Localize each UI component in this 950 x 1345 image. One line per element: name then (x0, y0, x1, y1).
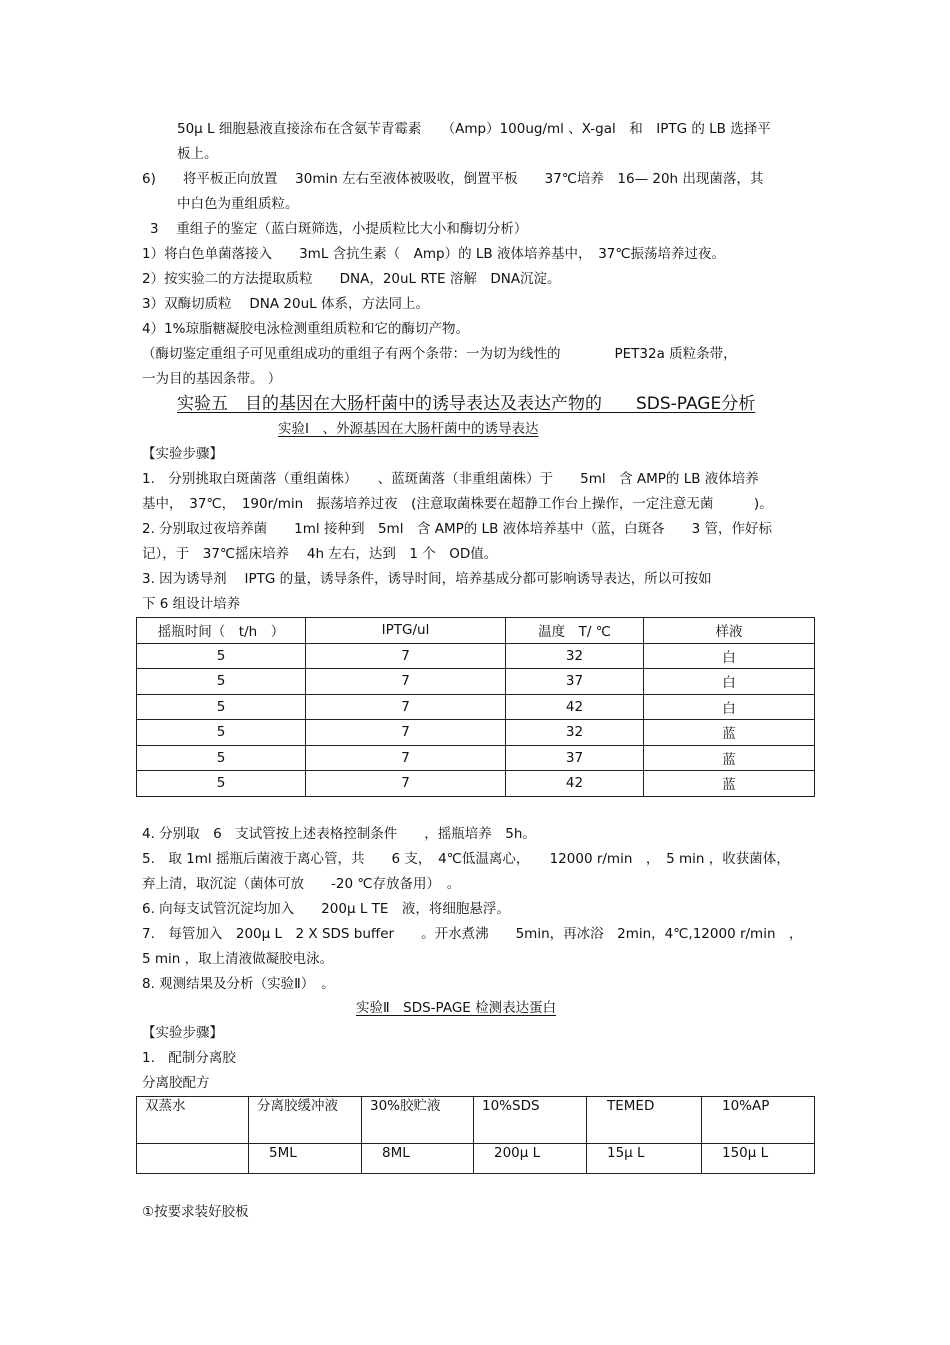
table-cell: 蓝 (644, 720, 815, 746)
column-header: TEMED (587, 1097, 702, 1144)
table-cell: 5 (137, 643, 306, 669)
exp-step-4: 4. 分别取 6 支试管按上述表格控制条件 ，摇瓶培养 5h。 (142, 826, 536, 842)
experiment-1-subtitle: 实验Ⅰ 、外源基因在大肠杆菌中的诱导表达 (278, 421, 539, 437)
experiment-2-subtitle: 实验Ⅱ SDS-PAGE 检测表达蛋白 (356, 1000, 557, 1016)
table-cell: 5 (137, 694, 306, 720)
column-header: 10%AP (702, 1097, 815, 1144)
table-cell: 32 (506, 643, 644, 669)
table-cell: 32 (506, 720, 644, 746)
recipe-label: 分离胶配方 (142, 1075, 210, 1091)
table-cell: 7 (306, 669, 506, 695)
identify-step-1: 1）将白色单菌落接入 3mL 含抗生素（ Amp）的 LB 液体培养基中， 37℃振荡培养过夜。 (142, 246, 726, 262)
exp-step-6: 6. 向每支试管沉淀均加入 200μ L TE 液，将细胞悬浮。 (142, 901, 510, 917)
table-row (137, 771, 815, 797)
column-header: 摇瓶时间（ t/h ） (137, 618, 306, 644)
exp-step-7: 7. 每管加入 200μ L 2 X SDS buffer 。开水煮沸 5min，再冰浴 2min，4℃,12000 r/min ， (142, 926, 803, 942)
table-row (137, 1144, 815, 1174)
table-cell: 蓝 (644, 745, 815, 771)
table-cell: 37 (506, 669, 644, 695)
table-cell: 白 (644, 694, 815, 720)
identify-step-4: 4）1%琼脂糖凝胶电泳检测重组质粒和它的酶切产物。 (142, 321, 470, 337)
table-row (137, 720, 815, 746)
table-cell: 7 (306, 771, 506, 797)
section-3-heading: 3 重组子的鉴定（蓝白斑筛选，小提质粒比大小和酶切分析） (150, 221, 528, 237)
table-row (137, 745, 815, 771)
table-cell: 42 (506, 694, 644, 720)
exp-step-2: 2. 分别取过夜培养菌 1ml 接种到 5ml 含 AMP的 LB 液体培养基中（蓝，白斑各 3 管，作好标 (142, 521, 773, 537)
column-header: 分离胶缓冲液 (249, 1097, 362, 1144)
intro-line: 50μ L 细胞悬液直接涂布在含氨苄青霉素 （Amp）100ug/ml 、X-gal 和 IPTG 的 LB 选择平 (177, 121, 771, 137)
exp-step-1-cont: 基中， 37℃， 190r/min 振荡培养过夜 (注意取菌株要在超静工作台上操作，一定注意无菌 )。 (142, 496, 773, 512)
table-cell: 5 (137, 669, 306, 695)
identify-step-2: 2）按实验二的方法提取质粒 DNA，20uL RTE 溶解 DNA沉淀。 (142, 271, 561, 287)
table-cell: 7 (306, 720, 506, 746)
table-header-row (137, 618, 815, 644)
table-cell: 5 (137, 745, 306, 771)
table-cell: 白 (644, 643, 815, 669)
table-row (137, 694, 815, 720)
exp-step-1: 1. 分别挑取白斑菌落（重组菌株） 、蓝斑菌落（非重组菌株）于 5ml 含 AMP的 LB 液体培养 (142, 471, 759, 487)
table-cell: 15μ L (587, 1144, 702, 1174)
culture-conditions-table (136, 617, 815, 797)
table-cell: 7 (306, 643, 506, 669)
exp-step-3-cont: 下 6 组设计培养 (142, 596, 241, 612)
column-header: 30%胶贮液 (362, 1097, 474, 1144)
final-step: ①按要求装好胶板 (142, 1204, 249, 1220)
table-cell: 5 (137, 720, 306, 746)
identify-step-3: 3）双酶切质粒 DNA 20uL 体系，方法同上。 (142, 296, 429, 312)
table-cell: 42 (506, 771, 644, 797)
column-header: 双蒸水 (137, 1097, 249, 1144)
prep-step-1: 1. 配制分离胶 (142, 1050, 236, 1066)
exp-step-2-cont: 记），于 37℃摇床培养 4h 左右，达到 1 个 OD值。 (142, 546, 498, 562)
step-6: 6) 将平板正向放置 30min 左右至液体被吸收，倒置平板 37℃培养 16— 20h 出现菌落，其 (142, 171, 764, 187)
exp-step-5-cont: 弃上清，取沉淀（菌体可放 -20 ℃存放备用） 。 (142, 876, 461, 892)
column-header: 温度 T/ ℃ (506, 618, 644, 644)
exp-step-8: 8. 观测结果及分析（实验Ⅱ） 。 (142, 976, 335, 992)
steps-heading: 【实验步骤】 (142, 1025, 223, 1041)
exp-step-7-cont: 5 min ，取上清液做凝胶电泳。 (142, 951, 334, 967)
steps-heading: 【实验步骤】 (142, 446, 223, 462)
table-cell: 200μ L (474, 1144, 587, 1174)
table-cell: 蓝 (644, 771, 815, 797)
note-line: （酶切鉴定重组子可见重组成功的重组子有两个条带：一为切为线性的 PET32a 质粒条带， (142, 346, 737, 362)
table-cell: 7 (306, 745, 506, 771)
exp-step-5: 5. 取 1ml 摇瓶后菌液于离心管，共 6 支， 4℃低温离心， 12000 r/min ， 5 min ，收获菌体， (142, 851, 790, 867)
experiment-5-title: 实验五 目的基因在大肠杆菌中的诱导表达及表达产物的 SDS-PAGE分析 (177, 394, 756, 414)
table-cell: 5ML (249, 1144, 362, 1174)
table-cell: 7 (306, 694, 506, 720)
step-6-cont: 中白色为重组质粒。 (177, 196, 299, 212)
table-cell: 37 (506, 745, 644, 771)
exp-step-3: 3. 因为诱导剂 IPTG 的量，诱导条件，诱导时间，培养基成分都可影响诱导表达，所以可按如 (142, 571, 712, 587)
table-cell: 150μ L (702, 1144, 815, 1174)
column-header: 10%SDS (474, 1097, 587, 1144)
column-header: IPTG/ul (306, 618, 506, 644)
table-cell: 8ML (362, 1144, 474, 1174)
table-cell (137, 1144, 249, 1174)
separating-gel-recipe-table (136, 1096, 815, 1174)
table-header-row (137, 1097, 815, 1144)
intro-line: 板上。 (177, 146, 218, 162)
table-row (137, 643, 815, 669)
column-header: 样液 (644, 618, 815, 644)
table-row (137, 669, 815, 695)
note-line: 一为目的基因条带。 ） (142, 371, 282, 387)
table-cell: 白 (644, 669, 815, 695)
table-cell: 5 (137, 771, 306, 797)
